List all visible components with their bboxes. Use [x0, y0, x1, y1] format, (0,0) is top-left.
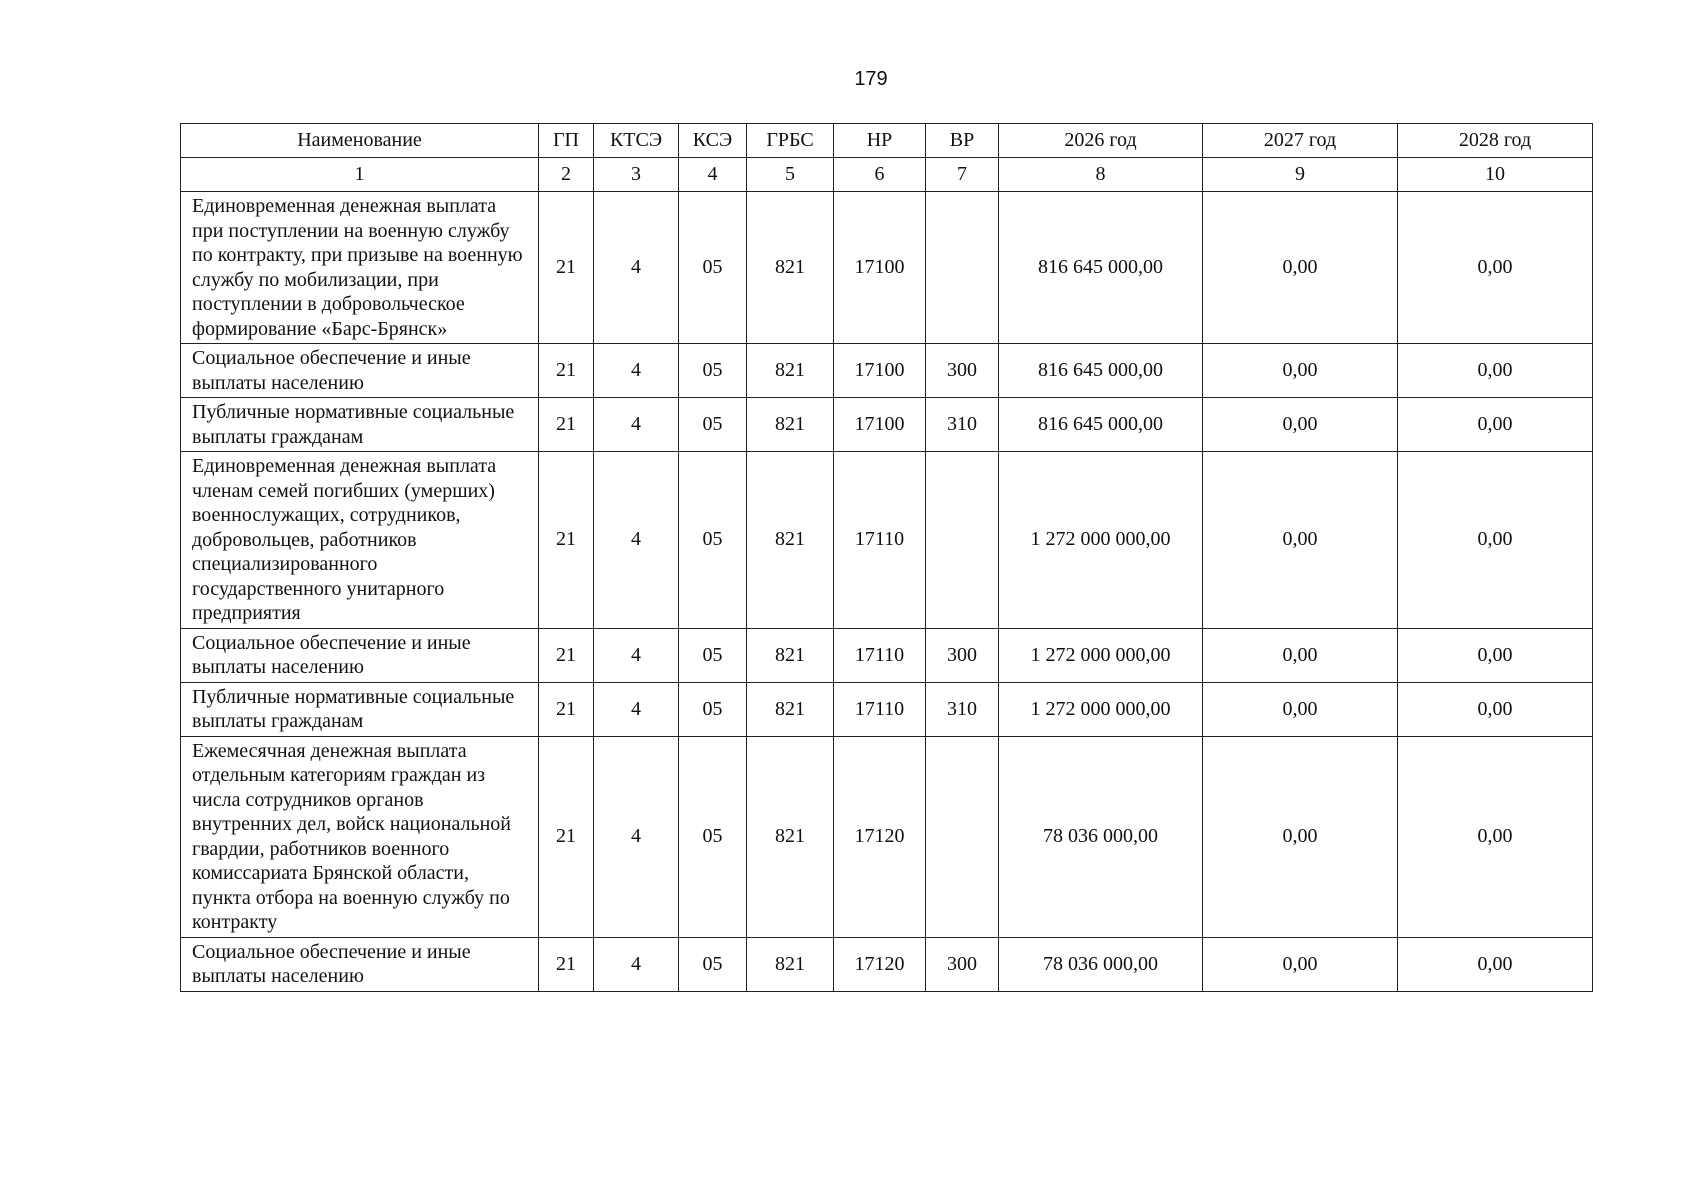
cell-gp: 21	[539, 628, 594, 682]
cell-ktse: 4	[594, 628, 679, 682]
column-number: 8	[999, 158, 1203, 192]
column-number: 6	[834, 158, 926, 192]
cell-nr: 17110	[834, 628, 926, 682]
cell-gp: 21	[539, 937, 594, 991]
header-name: Наименование	[181, 124, 539, 158]
cell-nr: 17100	[834, 192, 926, 344]
cell-nr: 17110	[834, 452, 926, 629]
cell-kse: 05	[679, 937, 747, 991]
cell-gp: 21	[539, 192, 594, 344]
cell-kse: 05	[679, 452, 747, 629]
cell-2027: 0,00	[1203, 452, 1398, 629]
cell-gp: 21	[539, 344, 594, 398]
page-number: 179	[854, 68, 888, 90]
cell-kse: 05	[679, 628, 747, 682]
table-row	[181, 736, 1593, 937]
header-kse: КСЭ	[679, 124, 747, 158]
cell-2027: 0,00	[1203, 398, 1398, 452]
cell-ktse: 4	[594, 192, 679, 344]
cell-2028: 0,00	[1398, 192, 1593, 344]
cell-2027: 0,00	[1203, 192, 1398, 344]
cell-vr: 300	[926, 344, 999, 398]
cell-nr: 17120	[834, 937, 926, 991]
header-2026: 2026 год	[999, 124, 1203, 158]
cell-gp: 21	[539, 452, 594, 629]
header-nr: НР	[834, 124, 926, 158]
row-name: Единовременная денежная выплата при поступлении на военную службу по контракту, при призыве на военную службу по мобилизации, при поступлении в добровольческое формирование «Барс-Брянск»	[181, 192, 539, 344]
cell-grbs: 821	[747, 192, 834, 344]
cell-vr: 310	[926, 398, 999, 452]
cell-2027: 0,00	[1203, 682, 1398, 736]
cell-nr: 17100	[834, 398, 926, 452]
cell-gp: 21	[539, 398, 594, 452]
table-row	[181, 452, 1593, 629]
cell-grbs: 821	[747, 344, 834, 398]
cell-grbs: 821	[747, 682, 834, 736]
cell-2028: 0,00	[1398, 344, 1593, 398]
column-number: 10	[1398, 158, 1593, 192]
table-row	[181, 344, 1593, 398]
cell-nr: 17120	[834, 736, 926, 937]
cell-ktse: 4	[594, 937, 679, 991]
cell-vr	[926, 192, 999, 344]
table-row	[181, 937, 1593, 991]
budget-table	[180, 123, 1593, 992]
table-row	[181, 682, 1593, 736]
cell-vr: 300	[926, 937, 999, 991]
cell-2026: 78 036 000,00	[999, 736, 1203, 937]
cell-kse: 05	[679, 736, 747, 937]
cell-vr: 300	[926, 628, 999, 682]
header-grbs: ГРБС	[747, 124, 834, 158]
column-number-row	[181, 158, 1593, 192]
cell-nr: 17110	[834, 682, 926, 736]
cell-2026: 1 272 000 000,00	[999, 682, 1203, 736]
row-name: Социальное обеспечение и иные выплаты населению	[181, 628, 539, 682]
column-number: 2	[539, 158, 594, 192]
cell-nr: 17100	[834, 344, 926, 398]
row-name: Публичные нормативные социальные выплаты гражданам	[181, 682, 539, 736]
header-2028: 2028 год	[1398, 124, 1593, 158]
cell-ktse: 4	[594, 682, 679, 736]
cell-grbs: 821	[747, 628, 834, 682]
cell-2028: 0,00	[1398, 682, 1593, 736]
cell-gp: 21	[539, 682, 594, 736]
row-name: Единовременная денежная выплата членам семей погибших (умерших) военнослужащих, сотрудников, добровольцев, работников специализированного государственного унитарного предприятия	[181, 452, 539, 629]
cell-2026: 816 645 000,00	[999, 192, 1203, 344]
cell-2028: 0,00	[1398, 937, 1593, 991]
cell-2027: 0,00	[1203, 344, 1398, 398]
cell-ktse: 4	[594, 736, 679, 937]
row-name: Публичные нормативные социальные выплаты гражданам	[181, 398, 539, 452]
column-number: 9	[1203, 158, 1398, 192]
cell-kse: 05	[679, 192, 747, 344]
cell-2028: 0,00	[1398, 452, 1593, 629]
cell-2027: 0,00	[1203, 628, 1398, 682]
cell-kse: 05	[679, 344, 747, 398]
cell-2027: 0,00	[1203, 736, 1398, 937]
cell-gp: 21	[539, 736, 594, 937]
cell-vr	[926, 452, 999, 629]
cell-2027: 0,00	[1203, 937, 1398, 991]
cell-2026: 816 645 000,00	[999, 398, 1203, 452]
cell-2026: 1 272 000 000,00	[999, 452, 1203, 629]
header-row	[181, 124, 1593, 158]
cell-grbs: 821	[747, 736, 834, 937]
cell-2026: 816 645 000,00	[999, 344, 1203, 398]
cell-ktse: 4	[594, 344, 679, 398]
cell-2026: 78 036 000,00	[999, 937, 1203, 991]
cell-2028: 0,00	[1398, 628, 1593, 682]
cell-2028: 0,00	[1398, 736, 1593, 937]
header-2027: 2027 год	[1203, 124, 1398, 158]
cell-2028: 0,00	[1398, 398, 1593, 452]
column-number: 1	[181, 158, 539, 192]
cell-ktse: 4	[594, 452, 679, 629]
cell-ktse: 4	[594, 398, 679, 452]
table-row	[181, 192, 1593, 344]
header-vr: ВР	[926, 124, 999, 158]
table-row	[181, 398, 1593, 452]
cell-kse: 05	[679, 398, 747, 452]
cell-vr: 310	[926, 682, 999, 736]
row-name: Социальное обеспечение и иные выплаты населению	[181, 344, 539, 398]
cell-vr	[926, 736, 999, 937]
table-row	[181, 628, 1593, 682]
header-gp: ГП	[539, 124, 594, 158]
column-number: 3	[594, 158, 679, 192]
cell-grbs: 821	[747, 937, 834, 991]
row-name: Ежемесячная денежная выплата отдельным категориям граждан из числа сотрудников органов внутренних дел, войск национальной гвардии, работников военного комиссариата Брянской области, пункта отбора на военную службу по контракту	[181, 736, 539, 937]
cell-grbs: 821	[747, 398, 834, 452]
row-name: Социальное обеспечение и иные выплаты населению	[181, 937, 539, 991]
cell-2026: 1 272 000 000,00	[999, 628, 1203, 682]
header-ktse: КТСЭ	[594, 124, 679, 158]
cell-grbs: 821	[747, 452, 834, 629]
column-number: 4	[679, 158, 747, 192]
cell-kse: 05	[679, 682, 747, 736]
column-number: 7	[926, 158, 999, 192]
column-number: 5	[747, 158, 834, 192]
